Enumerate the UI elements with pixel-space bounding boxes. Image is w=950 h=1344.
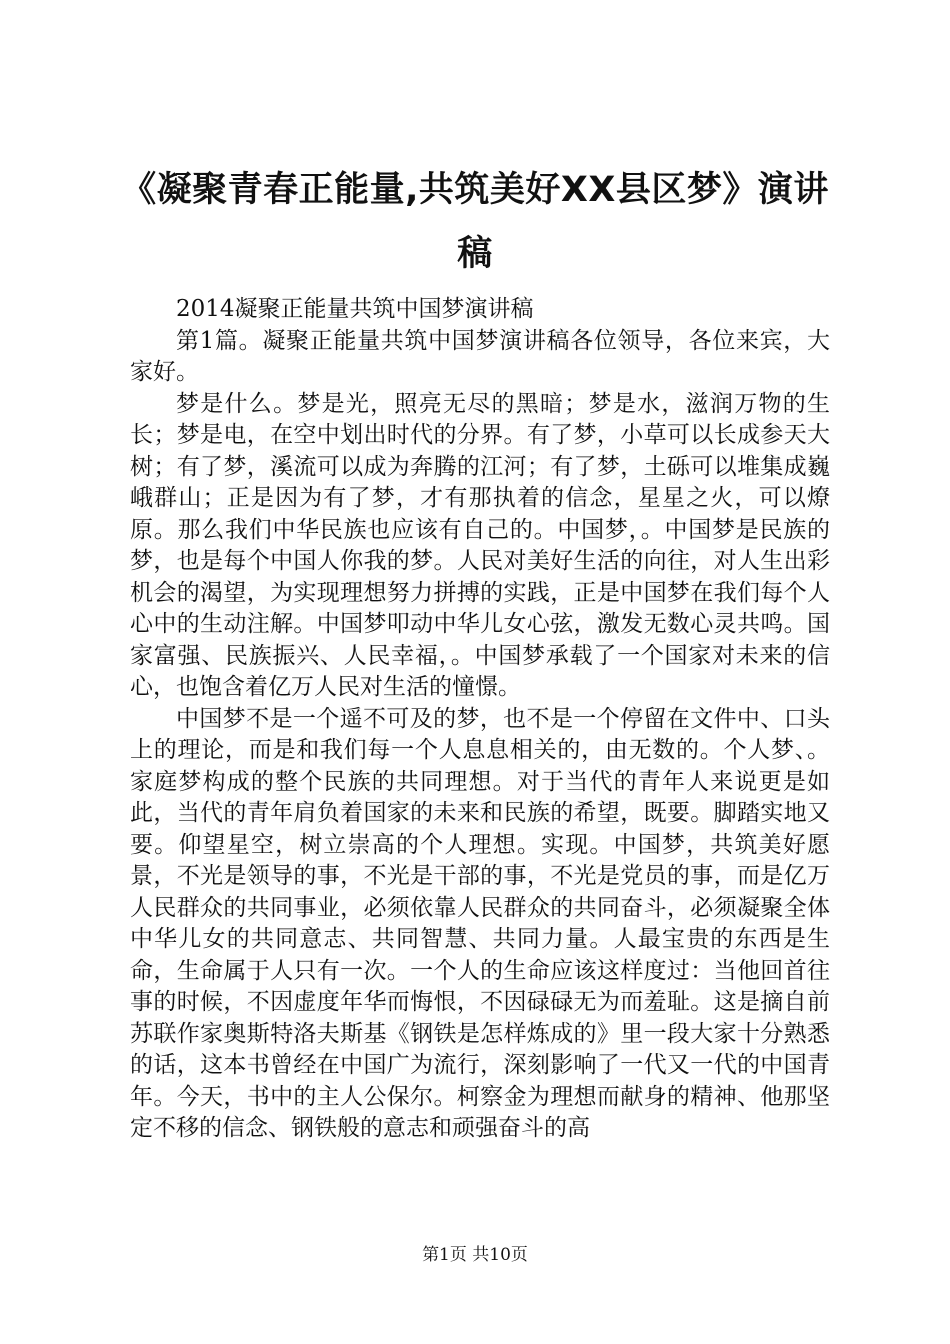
- paragraph: 第1篇。凝聚正能量共筑中国梦演讲稿各位领导，各位来宾，大家好。: [130, 327, 830, 385]
- paragraph: 梦是什么。梦是光，照亮无尽的黑暗；梦是水，滋润万物的生长；梦是电，在空中划出时代的分界。有了梦，小草可以长成参天大树；有了梦，溪流可以成为奔腾的江河；有了梦，土砾可以堆集成巍峨群山；正是因为有了梦，才有那执着的信念，星星之火，可以燎原。那么我们中华民族也应该有自己的。中国梦，。中国梦是民族的梦，也是每个中国人你我的梦。人民对美好生活的向往，对人生出彩机会的渴望，为实现理想努力拼搏的实践，正是中国梦在我们每个人心中的生动注解。中国梦叩动中华儿女心弦，激发无数心灵共鸣。国家富强、民族振兴、人民幸福，。中国梦承载了一个国家对未来的信心，也饱含着亿万人民对生活的憧憬。: [130, 390, 830, 700]
- document-title: 《凝聚青春正能量,共筑美好XX县区梦》演讲稿: [121, 170, 829, 274]
- document-body: [130, 294, 830, 1145]
- page-number-footer: 第1页 共10页: [422, 1245, 528, 1265]
- paragraph: 中国梦不是一个遥不可及的梦，也不是一个停留在文件中、口头上的理论，而是和我们每一个人息息相关的，由无数的。个人梦、。家庭梦构成的整个民族的共同理想。对于当代的青年人来说更是如此，当代的青年肩负着国家的未来和民族的希望，既要。脚踏实地又要。仰望星空，树立崇高的个人理想。实现。中国梦，共筑美好愿景，不光是领导的事，不光是干部的事，不光是党员的事，而是亿万人民群众的共同事业，必须依靠人民群众的共同奋斗，必须凝聚全体中华儿女的共同意志、共同智慧、共同力量。人最宝贵的东西是生命，生命属于人只有一次。一个人的生命应该这样度过：当他回首往事的时候，不因虚度年华而悔恨，不因碌碌无为而羞耻。这是摘自前苏联作家奥斯特洛夫斯基《钢铁是怎样炼成的》里一段大家十分熟悉的话，这本书曾经在中国广为流行，深刻影响了一代又一代的中国青年。今天，书中的主人公保尔。柯察金为理想而献身的精神、他那坚定不移的信念、钢铁般的意志和顽强奋斗的高: [130, 705, 830, 1141]
- paragraph: 2014凝聚正能量共筑中国梦演讲稿: [176, 296, 534, 322]
